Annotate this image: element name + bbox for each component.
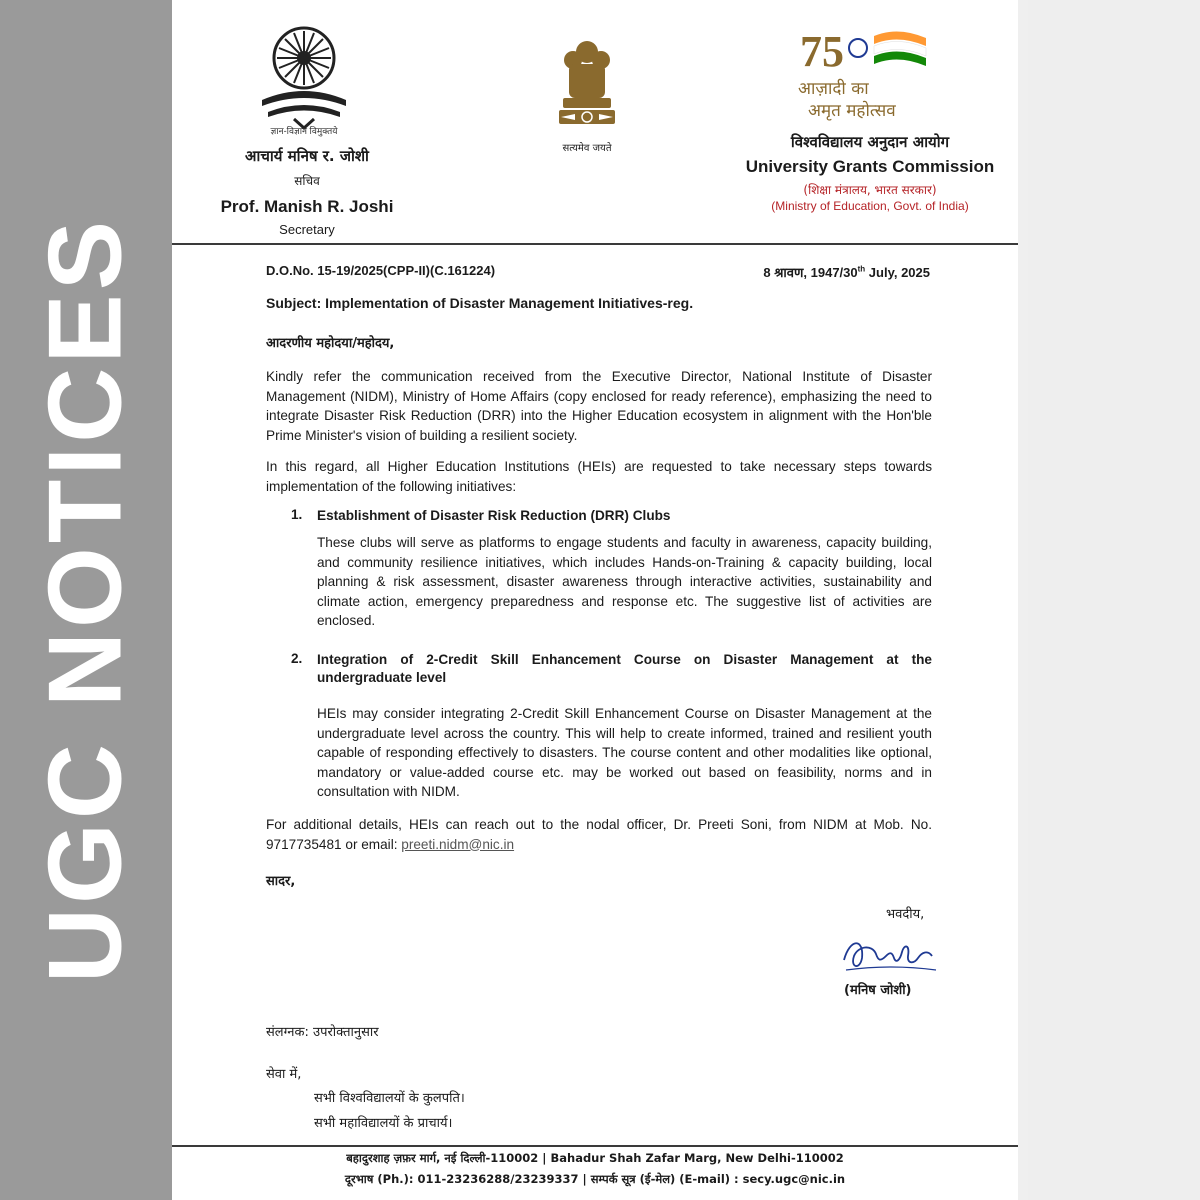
- contact-text: For additional details, HEIs can reach out to the nodal officer, Dr. Preeti Soni, from NIDM at Mob. No. 9717735481 or email:: [266, 817, 932, 852]
- ugc-emblem-icon: [254, 20, 354, 132]
- letter-subject: Subject: Implementation of Disaster Management Initiatives-reg.: [266, 295, 694, 311]
- body-paragraph-1: Kindly refer the communication received from the Executive Director, National Institute of Disaster Management (NIDM), Ministry of Home Affairs (copy enclosed for ready reference), emphasizing the need to integrate Disaster Risk Reduction (DRR) into the Higher Education ecosystem in alignment with the Hon'ble Prime Minister's vision of building a resilient society.: [266, 369, 932, 443]
- initiative-body: These clubs will serve as platforms to engage students and faculty in awareness, capacity building, and community resilience initiatives, which includes Hands-on-Training & capacity building, local planning & risk assessment, disaster awareness through interactive activities, sustainability and climate action, emergency preparedness and response etc. The suggestive list of activities are enclosed.: [317, 535, 932, 628]
- nodal-officer-email-link[interactable]: preeti.nidm@nic.in: [401, 836, 515, 852]
- ugc-name-hindi: विश्वविद्यालय अनुदान आयोग: [790, 133, 950, 151]
- initiative-number: 2.: [291, 651, 303, 666]
- right-margin-band: [1028, 0, 1200, 1200]
- secretary-role: Secretary: [279, 222, 335, 237]
- secretary-role-hindi: सचिव: [294, 174, 320, 188]
- recipient-line: सभी विश्वविद्यालयों के कुलपति।: [314, 1091, 465, 1106]
- national-emblem-icon: [555, 36, 619, 136]
- salutation: आदरणीय महोदया/महोदय,: [266, 336, 395, 351]
- date-ordinal: th: [857, 264, 866, 274]
- body-paragraph-2: In this regard, all Higher Education Institutions (HEIs) are requested to take necessary steps towards implementation of the following initiatives:: [266, 459, 932, 494]
- footer-address: बहादुरशाह ज़फ़र मार्ग, नई दिल्ली-110002 | Bahadur Shah Zafar Marg, New Delhi-110002: [346, 1151, 844, 1165]
- header-divider: [172, 243, 1018, 245]
- azadi-logo-number: 75: [800, 27, 844, 76]
- initiative-title: Establishment of Disaster Risk Reduction (DRR) Clubs: [317, 508, 671, 523]
- initiative-number: 1.: [291, 507, 303, 522]
- footer-contact: दूरभाष (Ph.): 011-23236288/23239337 | सम्पर्क सूत्र (ई-मेल) (E-mail) : secy.ugc@nic.in: [344, 1172, 846, 1186]
- emblem-motto: सत्यमेव जयते: [562, 143, 612, 154]
- closing: सादर,: [266, 874, 296, 889]
- date-prefix: 8 श्रावण, 1947/30: [763, 265, 858, 280]
- date-suffix: July, 2025: [865, 265, 930, 280]
- secretary-name-hindi: आचार्य मनिष र. जोशी: [245, 147, 369, 165]
- sign-off: भवदीय,: [886, 907, 925, 922]
- letter-sheet: [172, 0, 1018, 1200]
- enclosure-note: संलग्नक: उपरोक्तानुसार: [266, 1025, 379, 1040]
- contact-paragraph: [266, 815, 932, 854]
- recipient-line: सभी महाविद्यालयों के प्राचार्य।: [314, 1116, 453, 1131]
- ministry-hindi: (शिक्षा मंत्रालय, भारत सरकार): [803, 183, 937, 197]
- signer-name: (मनिष जोशी): [844, 983, 912, 998]
- recipients-label: सेवा में,: [266, 1067, 302, 1082]
- ministry-name: (Ministry of Education, Govt. of India): [771, 199, 969, 213]
- ugc-motto: ज्ञान-विज्ञान विमुक्तये: [270, 126, 338, 136]
- side-banner-title: UGC NOTICES: [27, 216, 144, 984]
- initiative-title: Integration of 2-Credit Skill Enhancement Course on Disaster Management at the undergraduate level: [317, 652, 932, 685]
- side-banner: [0, 0, 172, 1200]
- letter-date: [763, 263, 930, 281]
- secretary-name: Prof. Manish R. Joshi: [220, 197, 394, 216]
- azadi-logo-line1: आज़ादी का: [798, 79, 869, 99]
- azadi-logo-line2: अमृत महोत्सव: [808, 101, 896, 121]
- footer-divider: [172, 1145, 1018, 1147]
- ugc-name: University Grants Commission: [745, 157, 995, 176]
- azadi-ka-amrit-mahotsav-logo: [794, 22, 934, 122]
- initiative-body: HEIs may consider integrating 2-Credit Skill Enhancement Course on Disaster Management at the undergraduate level across the country. This will help to create informed, trained and resilient youth capable of responding effectively to disasters. The course content and other modalities like optional, mandatory or value-added course etc. may be worked out based on feasibility, norms and in consultation with NIDM.: [317, 706, 932, 799]
- do-number: D.O.No. 15-19/2025(CPP-II)(C.161224): [266, 263, 496, 278]
- signature-icon: [836, 930, 946, 980]
